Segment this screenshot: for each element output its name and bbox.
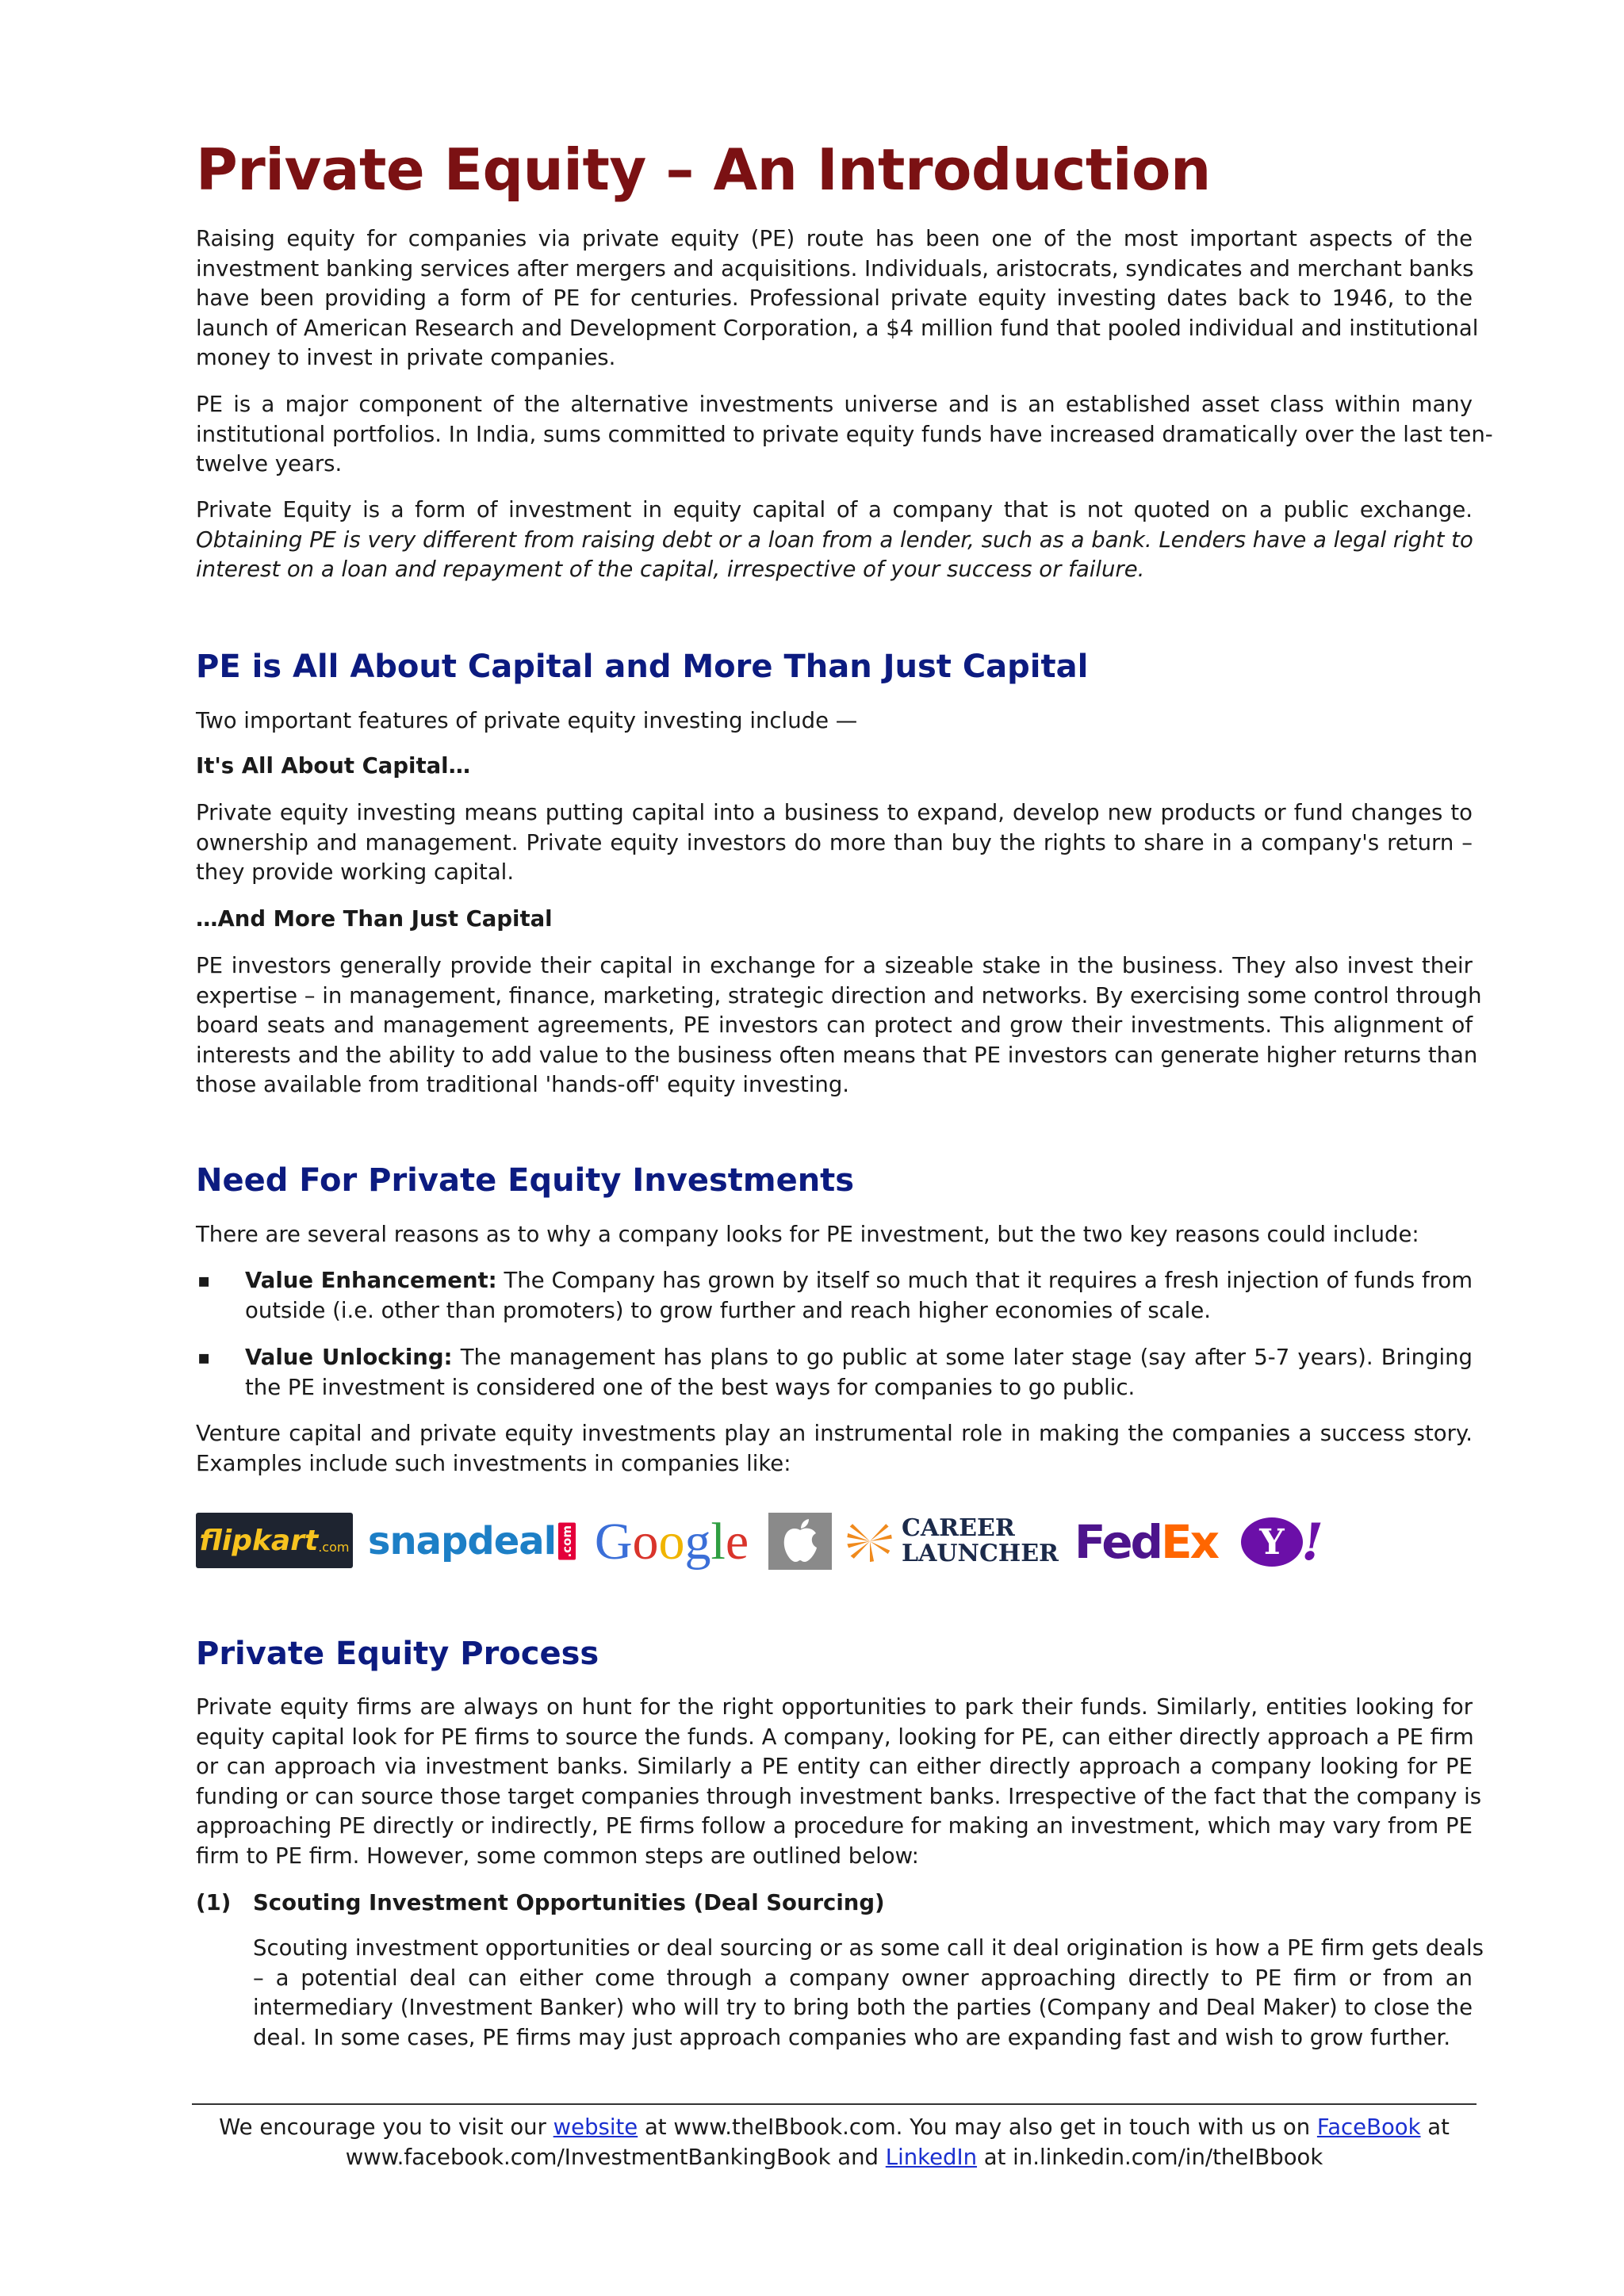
snapdeal-logo xyxy=(366,1513,578,1570)
website-link[interactable]: website xyxy=(553,2114,638,2140)
snapdeal-suffix: .com xyxy=(558,1523,576,1560)
career-launcher-star-icon xyxy=(845,1516,895,1567)
flipkart-logo xyxy=(196,1513,353,1568)
bullet-text: The management has plans to go public at some later stage (say after 5-7 years). Bringing xyxy=(452,1345,1473,1370)
section2-closing xyxy=(196,1419,1473,1479)
facebook-link[interactable]: FaceBook xyxy=(1316,2114,1421,2140)
text-line: deal. In some cases, PE firms may just approach companies who are expanding fast and wish to grow further. xyxy=(253,2024,1451,2050)
apple-icon xyxy=(779,1517,821,1565)
flipkart-suffix: .com xyxy=(318,1539,350,1555)
text-line: board seats and management agreements, PE investors can protect and grow their investments. This alignment of xyxy=(196,1012,1473,1038)
page-footer xyxy=(196,2113,1473,2172)
launcher-text: LAUNCHER xyxy=(902,1540,1059,1567)
text-line: – a potential deal can either come through a company owner approaching directly to PE firm or from an xyxy=(253,1965,1473,1991)
subheading-all-about-capital: It's All About Capital… xyxy=(196,753,471,779)
section2-lead xyxy=(196,1220,1473,1250)
google-letter: G xyxy=(594,1513,633,1571)
text-line: ownership and management. Private equity investors do more than buy the rights to share in a company's return – xyxy=(196,829,1473,855)
career-text: CAREER xyxy=(902,1514,1015,1542)
footer-line-2 xyxy=(196,2143,1473,2173)
text-line: There are several reasons as to why a company looks for PE investment, but the two key reasons could include: xyxy=(196,1222,1419,1247)
fedex-logo xyxy=(1067,1511,1225,1573)
text-line: expertise – in management, finance, marketing, strategic direction and networks. By exercising some control through xyxy=(196,982,1482,1008)
text-line: Private equity investing means putting capital into a business to expand, develop new products or fund changes to xyxy=(196,800,1473,825)
text-line: Raising equity for companies via private equity (PE) route has been one of the most important aspects of the xyxy=(196,226,1473,251)
company-logos-strip xyxy=(196,1506,1473,1578)
footer-text: at in.linkedin.com/in/theIBbook xyxy=(977,2144,1323,2170)
section1-lead xyxy=(196,706,1473,737)
section3-paragraph xyxy=(196,1693,1482,1871)
flipkart-wordmark: flipkart xyxy=(199,1524,319,1557)
text-line: Venture capital and private equity investments play an instrumental role in making the companies a success story. xyxy=(196,1421,1473,1446)
career-launcher-logo xyxy=(845,1510,1059,1573)
footer-text: at www.theIBbook.com. You may also get in touch with us on xyxy=(638,2114,1317,2140)
linkedin-link[interactable]: LinkedIn xyxy=(885,2144,978,2170)
section-heading-pe-process: Private Equity Process xyxy=(196,1636,599,1672)
yahoo-exclamation: ! xyxy=(1300,1512,1324,1572)
text-line: the PE investment is considered one of the best ways for companies to go public. xyxy=(245,1374,1136,1400)
text-line: outside (i.e. other than promoters) to grow further and reach higher economies of scale. xyxy=(245,1297,1211,1323)
bullet-title: Value Enhancement: xyxy=(245,1268,497,1293)
text-line: approaching PE directly or indirectly, PE firms follow a procedure for making an investment, which may vary from PE xyxy=(196,1813,1473,1839)
page-title: Private Equity – An Introduction xyxy=(196,136,1211,203)
google-letter: o xyxy=(632,1513,659,1571)
fedex-ex-text: Ex xyxy=(1161,1515,1218,1569)
google-letter: l xyxy=(710,1513,726,1571)
subheading-more-than-capital: …And More Than Just Capital xyxy=(196,906,553,932)
step-number: (1) xyxy=(196,1890,232,1915)
section-heading-need-for-pe: Need For Private Equity Investments xyxy=(196,1162,855,1199)
footer-divider xyxy=(192,2103,1477,2105)
section1-paragraph-1 xyxy=(196,798,1473,888)
intro-paragraph-1 xyxy=(196,224,1479,373)
footer-text: at xyxy=(1420,2114,1450,2140)
apple-logo xyxy=(768,1513,832,1570)
footer-text: www.facebook.com/InvestmentBankingBook and xyxy=(345,2144,886,2170)
text-line xyxy=(245,1343,1473,1373)
google-letter: g xyxy=(684,1513,711,1571)
text-line: firm to PE firm. However, some common steps are outlined below: xyxy=(196,1843,919,1869)
text-line: money to invest in private companies. xyxy=(196,345,616,370)
text-line: intermediary (Investment Banker) who will try to bring both the parties (Company and Deal Maker) to close the xyxy=(253,1995,1473,2020)
bullet-title: Value Unlocking: xyxy=(245,1345,453,1370)
footer-text: We encourage you to visit our xyxy=(219,2114,553,2140)
step1-paragraph xyxy=(253,1934,1484,2053)
text-line: Private Equity is a form of investment in equity capital of a company that is not quoted on a public exchange. xyxy=(196,497,1473,522)
text-line: institutional portfolios. In India, sums committed to private equity funds have increased dramatically over the last ten- xyxy=(196,421,1493,447)
fedex-fed-text: Fed xyxy=(1074,1515,1162,1569)
section-heading-capital: PE is All About Capital and More Than Just Capital xyxy=(196,649,1089,685)
google-logo xyxy=(588,1506,755,1578)
text-line: Two important features of private equity investing include — xyxy=(196,708,858,733)
text-line: they provide working capital. xyxy=(196,859,515,885)
text-line: or can approach via investment banks. Similarly a PE entity can either directly approach a company looking for PE xyxy=(196,1754,1473,1779)
intro-paragraph-3 xyxy=(196,496,1473,585)
text-line: launch of American Research and Development Corporation, a $4 million fund that pooled individual and institutional xyxy=(196,315,1479,341)
section1-paragraph-2 xyxy=(196,951,1482,1100)
text-line: Scouting investment opportunities or deal sourcing or as some call it deal origination is how a PE firm gets deals xyxy=(253,1935,1484,1961)
step-title-deal-sourcing: Scouting Investment Opportunities (Deal Sourcing) xyxy=(253,1890,885,1915)
text-line-italic: interest on a loan and repayment of the capital, irrespective of your success or failure. xyxy=(196,557,1145,582)
bullet-square-icon: ▪ xyxy=(197,1269,211,1292)
bullet-square-icon: ▪ xyxy=(197,1346,211,1368)
text-line: Examples include such investments in companies like: xyxy=(196,1450,791,1476)
text-line: PE is a major component of the alternative investments universe and is an established asset class within many xyxy=(196,392,1473,417)
yahoo-badge: Y xyxy=(1241,1517,1303,1567)
text-line: twelve years. xyxy=(196,451,343,476)
text-line: have been providing a form of PE for centuries. Professional private equity investing dates back to 1946, to the xyxy=(196,285,1473,311)
footer-line-1 xyxy=(196,2113,1473,2143)
text-line: investment banking services after mergers and acquisitions. Individuals, aristocrats, syndicates and merchant banks xyxy=(196,255,1474,281)
text-line-italic: Obtaining PE is very different from raising debt or a loan from a lender, such as a bank. Lenders have a legal right to xyxy=(196,526,1473,553)
google-letter: e xyxy=(725,1513,749,1571)
text-line: PE investors generally provide their capital in exchange for a sizeable stake in the business. They also invest their xyxy=(196,953,1473,978)
yahoo-logo xyxy=(1235,1510,1330,1575)
snapdeal-wordmark: snapdeal xyxy=(367,1519,557,1563)
bullet-text: The Company has grown by itself so much that it requires a fresh injection of funds from xyxy=(496,1268,1473,1293)
intro-paragraph-2 xyxy=(196,390,1493,480)
text-line: funding or can source those target companies through investment banks. Irrespective of the fact that the company is xyxy=(196,1783,1482,1809)
google-letter: o xyxy=(658,1513,685,1571)
career-launcher-wordmark xyxy=(902,1516,1059,1567)
text-line: interests and the ability to add value to the business often means that PE investors can generate higher returns than xyxy=(196,1042,1478,1068)
text-line xyxy=(245,1266,1473,1296)
text-line: equity capital look for PE firms to source the funds. A company, looking for PE, can either directly approach a PE firm xyxy=(196,1724,1474,1750)
text-line: those available from traditional 'hands-off' equity investing. xyxy=(196,1072,850,1097)
text-line: Private equity firms are always on hunt for the right opportunities to park their funds. Similarly, entities looking for xyxy=(196,1694,1473,1720)
